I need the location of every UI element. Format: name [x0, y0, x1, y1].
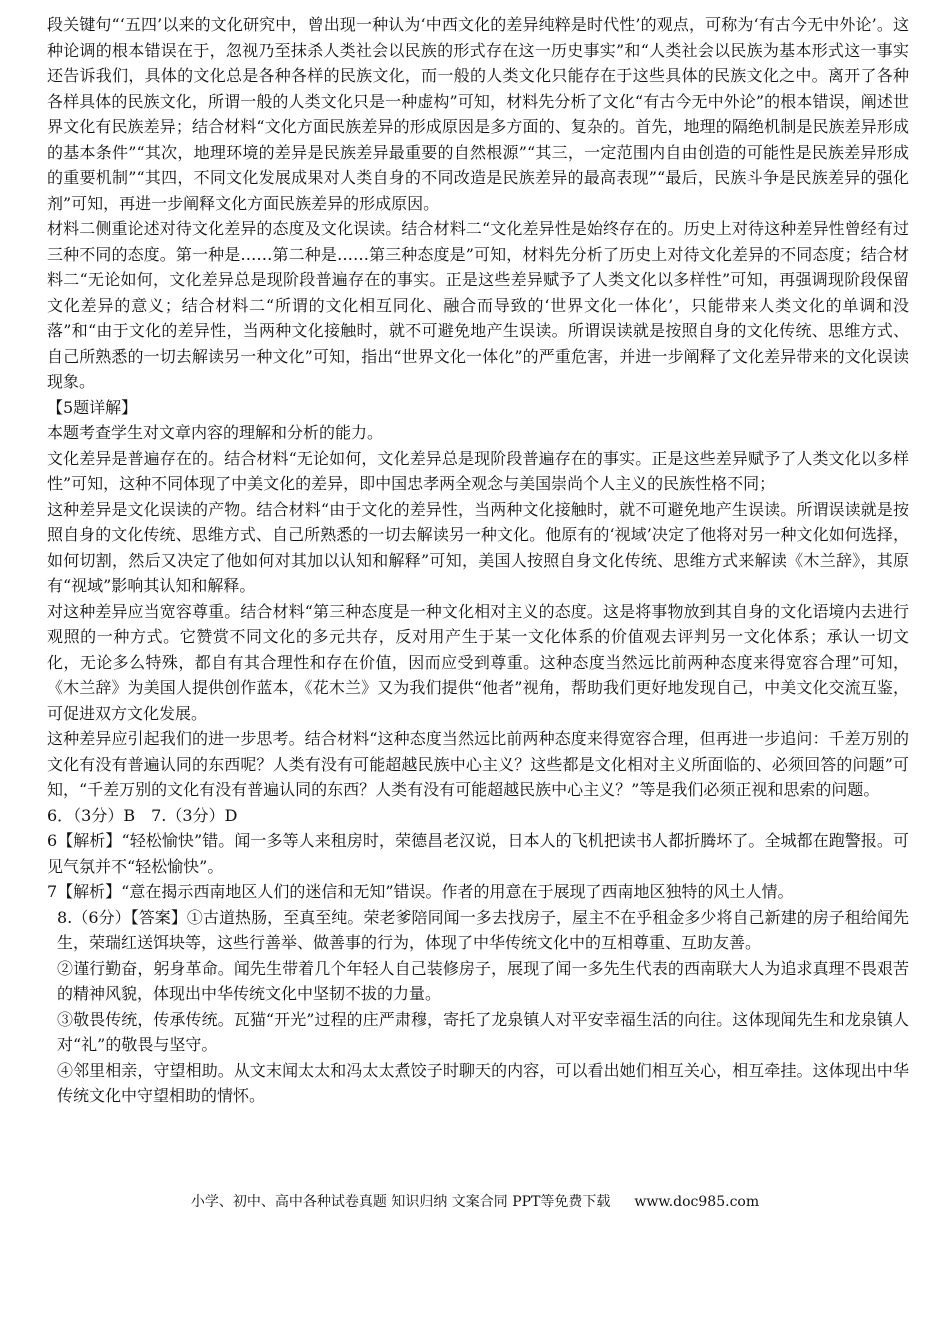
- question-8-answer-3: ③敬畏传统，传承传统。瓦猫“开光”过程的庄严肃穆，寄托了龙泉镇人对平安幸福生活的向往。这体现闻先生和龙泉镇人对“礼”的敬畏与坚守。: [57, 1009, 909, 1054]
- question-5-point-2: 这种差异是文化误读的产物。结合材料“由于文化的差异性，当两种文化接触时，就不可避免地产生误读。所谓误读就是按照自身的文化传统、思维方式、自己所熟悉的一切去解读另一种文化。他原有的‘视域’决定了他将对另一种文化如何选择，如何切割，然后又决定了他如何对其加以认知和解释”可知，美国人按照自身文化传统、思维方式来解读《木兰辞》，其原有“视域”影响其认知和解释。: [47, 499, 909, 595]
- question-8-answer-2: ②谨行勤奋，躬身革命。闻先生带着几个年轻人自己装修房子，展现了闻一多先生代表的西南联大人为追求真理不畏艰苦的精神风貌，体现出中华传统文化中坚韧不拔的力量。: [57, 958, 909, 1003]
- page-footer: [0, 1192, 950, 1212]
- question-5-heading: 【5题详解】: [47, 397, 138, 417]
- question-5-point-4: 这种差异应引起我们的进一步思考。结合材料“这种态度当然远比前两种态度来得宽容合理，但再进一步追问：千差万别的文化有没有普遍认同的东西呢？人类有没有可能超越民族中心主义？这些都是文化相对主义所面临的、必须回答的问题”可知，“千差万别的文化有没有普遍认同的东西？人类有没有可能超越民族中心主义？”等是我们必须正视和思索的问题。: [47, 729, 909, 799]
- footer-url[interactable]: www.doc985.com: [634, 1194, 760, 1210]
- question-6-analysis: 6【解析】“轻松愉快”错。闻一多等人来租房时，荣德昌老汉说，日本人的飞机把读书人都折腾坏了。全城都在跑警报。可见气氛并不“轻松愉快”。: [47, 831, 909, 876]
- answers-6-7: 6．（3分）B 7.（3分）D: [47, 805, 238, 825]
- question-8-answer-4: ④邻里相亲，守望相助。从文末闻太太和冯太太煮饺子时聊天的内容，可以看出她们相互关心，相互牵挂。这体现出中华传统文化中守望相助的情怀。: [57, 1060, 909, 1105]
- question-5-intro: 本题考查学生对文章内容的理解和分析的能力。: [47, 423, 384, 442]
- question-5-point-1: 文化差异是普遍存在的。结合材料“无论如何，文化差异总是现阶段普遍存在的事实。正是这些差异赋予了人类文化以多样性”可知，这种不同体现了中美文化的差异，即中国忠孝两全观念与美国崇尚个人主义的民族性格不同；: [47, 448, 909, 493]
- footer-text: 小学、初中、高中各种试卷真题 知识归纳 文案合同 PPT等免费下载: [190, 1194, 611, 1210]
- question-8-answer-1: 8.（6分）【答案】①古道热肠，至真至纯。荣老爹陪同闻一多去找房子，屋主不在乎租金多少将自己新建的房子租给闻先生，荣瑞红送饵块等，这些行善举、做善事的行为，体现了中华传统文化中的互相尊重、互助友善。: [57, 907, 909, 952]
- paragraph-material-one-analysis: 段关键句“‘五四’以来的文化研究中，曾出现一种认为‘中西文化的差异纯粹是时代性’的观点，可称为‘有古今无中外论’。这种论调的根本错误在于，忽视乃至抹杀人类社会以民族的形式存在这一历史事实”和“人类社会以民族为基本形式这一事实还告诉我们，具体的文化总是各种各样的民族文化，而一般的人类文化只能存在于这些具体的民族文化之中。离开了各种各样具体的民族文化，所谓一般的人类文化只是一种虚构”可知，材料先分析了文化“有古今无中外论”的根本错误，阐述世界文化有民族差异；结合材料“文化方面民族差异的形成原因是多方面的、复杂的。首先，地理的隔绝机制是民族差异形成的基本条件”“其次，地理环境的差异是民族差异最重要的自然根源”“其三，一定范围内自由创造的可能性是民族差异形成的重要机制”“其四，不同文化发展成果对人类自身的不同改造是民族差异的最高表现”“最后，民族斗争是民族差异的强化剂”可知，再进一步阐释文化方面民族差异的形成原因。: [47, 15, 909, 213]
- question-5-point-3: 对这种差异应当宽容尊重。结合材料“第三种态度是一种文化相对主义的态度。这是将事物放到其自身的文化语境内去进行观照的一种方式。它赞赏不同文化的多元共存，反对用产生于某一文化体系的价值观去评判另一文化体系；承认一切文化，无论多么特殊，都自有其合理性和存在价值，因而应受到尊重。这种态度当然远比前两种态度来得宽容合理”可知，《木兰辞》为美国人提供创作蓝本，《花木兰》又为我们提供“他者”视角，帮助我们更好地发现自己，中美文化交流互鉴，可促进双方文化发展。: [47, 601, 909, 723]
- question-7-analysis: 7【解析】“意在揭示西南地区人们的迷信和无知”错误。作者的用意在于展现了西南地区独特的风土人情。: [47, 882, 794, 901]
- paragraph-material-two-analysis: 材料二侧重论述对待文化差异的态度及文化误读。结合材料二“文化差异性是始终存在的。历史上对待这种差异性曾经有过三种不同的态度。第一种是……第二种是……第三种态度是”可知，材料先分析了历史上对待文化差异的不同态度；结合材料二“无论如何，文化差异总是现阶段普遍存在的事实。正是这些差异赋予了人类文化以多样性”可知，再强调现阶段保留文化差异的意义；结合材料二“所谓的文化相互同化、融合而导致的‘世界文化一体化’，只能带来人类文化的单调和没落”和“由于文化的差异性，当两种文化接触时，就不可避免地产生误读。所谓误读就是按照自身的文化传统、思维方式、自己所熟悉的一切去解读另一种文化”可知，指出“世界文化一体化”的严重危害，并进一步阐释了文化差异带来的文化误读现象。: [47, 219, 909, 391]
- document-body: [47, 12, 909, 1109]
